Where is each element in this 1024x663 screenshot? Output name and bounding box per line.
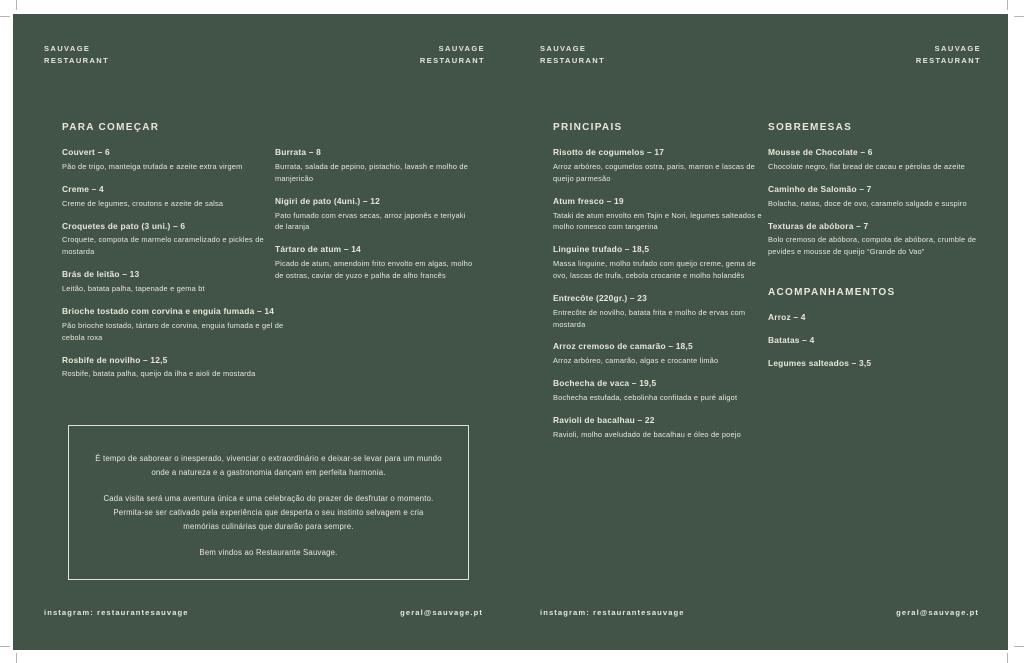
menu-item-name: Creme – 4 <box>62 183 104 194</box>
menu-item-name: Couvert – 6 <box>62 147 110 157</box>
brand-line2: RESTAURANT <box>419 55 485 65</box>
menu-item-name: Mousse de Chocolate – 6 <box>768 147 873 157</box>
crop-mark <box>0 16 10 17</box>
menu-item-name: Brás de leitão – 13 <box>62 269 140 280</box>
menu-item <box>553 244 771 282</box>
menu-item <box>275 147 475 185</box>
section-heading-para-comecar: PARA COMEÇAR <box>62 122 160 133</box>
section-heading-sobremesas: SOBREMESAS <box>768 122 853 133</box>
menu-item-name: Rosbife de novilho – 12,5 <box>62 354 168 365</box>
crop-mark <box>1007 0 1008 10</box>
menu-item-name: Caminho de Salomão – 7 <box>768 183 872 194</box>
brand-line1: SAUVAGE <box>934 44 981 53</box>
crop-mark <box>0 646 10 647</box>
brand-line1: SAUVAGE <box>540 44 587 53</box>
menu-item-name: Linguine trufado – 18,5 <box>553 244 650 255</box>
brand-line2: RESTAURANT <box>44 55 110 65</box>
menu-item-name: Bochecha de vaca – 19,5 <box>553 378 657 389</box>
section-heading-principais: PRINCIPAIS <box>553 122 623 133</box>
crop-mark <box>1014 16 1024 17</box>
menu-item-name: Arroz – 4 <box>768 312 806 322</box>
contact-email: geral@sauvage.pt <box>400 608 483 617</box>
welcome-paragraph: Bem vindos ao Restaurante Sauvage. <box>199 548 338 558</box>
starters-column-1 <box>62 147 284 391</box>
menu-item <box>62 147 284 173</box>
menu-item-name: Texturas de abóbora – 7 <box>768 220 869 231</box>
menu-item <box>768 184 983 210</box>
brand-line1: SAUVAGE <box>44 44 91 53</box>
menu-item-desc: Bolo cremoso de abóbora, compota de abóbora, crumble de pevides e mousse de queijo “Grande do Vao” <box>768 235 977 257</box>
menu-item <box>275 196 475 234</box>
menu-item-desc: Ravioli, molho aveludado de bacalhau e óleo de poejo <box>553 429 741 439</box>
brand-logo <box>44 43 109 66</box>
menu-item <box>768 147 983 173</box>
menu-item <box>62 269 284 295</box>
starters-column-2 <box>275 147 475 293</box>
menu-item-desc: Creme de legumes, croutons e azeite de salsa <box>62 198 224 208</box>
crop-mark <box>1014 646 1024 647</box>
sides-column <box>768 312 983 381</box>
instagram-handle: instagram: restaurantesauvage <box>44 608 189 617</box>
instagram-handle: instagram: restaurantesauvage <box>540 608 685 617</box>
menu-item-desc: Rosbife, batata palha, queijo da ilha e aioli de mostarda <box>62 369 256 379</box>
menu-item-name: Burrata – 8 <box>275 147 321 157</box>
welcome-text-box <box>68 425 469 580</box>
brand-logo <box>420 43 485 66</box>
section-heading-acompanhamentos: ACOMPANHAMENTOS <box>768 287 896 298</box>
menu-item-desc: Pão brioche tostado, tártaro de corvina, enguia fumada e gel de cebola roxa <box>62 320 284 342</box>
menu-item <box>553 341 771 367</box>
menu-item-desc: Picado de atum, amendoim frito envolto em algas, molho de ostras, caviar de yuzo e palha de alho francês <box>275 259 473 280</box>
menu-item-name: Risotto de cogumelos – 17 <box>553 147 665 157</box>
crop-mark <box>1007 653 1008 663</box>
crop-mark <box>16 653 17 663</box>
welcome-paragraph: Cada visita será uma aventura única e uma celebração do prazer de desfrutar o momento. Permita-se ser cativado pela experiência que desperta o seu instinto selvagem e cria memórias culinárias que durarão para sempre. <box>103 494 434 531</box>
menu-item-desc: Leitão, batata palha, tapenade e gema bt <box>62 284 205 294</box>
menu-item-desc: Arroz arbóreo, camarão, algas e crocante limão <box>553 356 719 366</box>
menu-item-desc: Pato fumado com ervas secas, arroz japonês e teriyaki de laranja <box>275 210 466 232</box>
menu-item-name: Ravioli de bacalhau – 22 <box>553 414 655 425</box>
menu-item-desc: Pão de trigo, manteiga trufada e azeite extra virgem <box>62 161 243 171</box>
menu-item <box>553 147 771 185</box>
mains-column <box>553 147 771 452</box>
menu-item <box>768 221 983 259</box>
menu-item-name: Entrecôte (220gr.) – 23 <box>553 292 647 303</box>
menu-item-desc: Chocolate negro, flat bread de cacau e pérolas de azeite <box>768 161 965 171</box>
menu-item-desc: Croquete, compota de marmelo caramelizado e pickles de mostarda <box>62 235 264 257</box>
menu-item <box>553 196 771 234</box>
contact-email: geral@sauvage.pt <box>896 608 979 617</box>
brand-logo <box>540 43 605 66</box>
menu-item-name: Batatas – 4 <box>768 335 815 345</box>
desserts-column <box>768 147 983 269</box>
brand-line2: RESTAURANT <box>915 55 981 65</box>
menu-item-desc: Bolacha, natas, doce de ovo, caramelo salgado e suspiro <box>768 198 967 208</box>
menu-item <box>62 306 284 344</box>
menu-item <box>553 293 771 331</box>
menu-item <box>275 244 475 282</box>
menu-item-name: Tártaro de atum – 14 <box>275 244 361 255</box>
menu-item-name: Brioche tostado com corvina e enguia fumada – 14 <box>62 305 275 316</box>
brand-line1: SAUVAGE <box>438 44 485 53</box>
menu-item-name: Nigiri de pato (4uni.) – 12 <box>275 195 380 206</box>
menu-item <box>62 184 284 210</box>
menu-item-desc: Burrata, salada de pepino, pistachio, lavash e molho de manjericão <box>275 161 469 183</box>
menu-sheet <box>13 14 1008 650</box>
menu-item-name: Croquetes de pato (3 uni.) – 6 <box>62 220 186 231</box>
menu-item-desc: Tataki de atum envolto em Tajin e Nori, legumes salteados e molho romesco com tangerina <box>553 210 762 232</box>
brand-logo <box>916 43 981 66</box>
menu-item <box>553 378 771 404</box>
menu-item-desc: Entrecôte de novilho, batata frita e molho de ervas com mostarda <box>553 307 746 329</box>
menu-item-desc: Bochecha estufada, cebolinha confitada e puré aligot <box>553 393 738 403</box>
menu-item <box>62 221 284 259</box>
menu-item-desc: Arroz arbóreo, cogumelos ostra, paris, marron e lascas de queijo parmesão <box>553 161 755 183</box>
menu-item-name: Legumes salteados – 3,5 <box>768 358 872 368</box>
crop-mark <box>16 0 17 10</box>
menu-item <box>62 355 284 381</box>
menu-item <box>553 415 771 441</box>
welcome-paragraph: É tempo de saborear o inesperado, vivenciar o extraordinário e deixar-se levar para um mundo onde a natureza e a gastronomia dançam em perfeita harmonia. <box>95 454 442 477</box>
menu-item-name: Arroz cremoso de camarão – 18,5 <box>553 341 693 352</box>
menu-item-name: Atum fresco – 19 <box>553 195 624 206</box>
brand-line2: RESTAURANT <box>540 55 606 65</box>
menu-item-desc: Massa linguine, molho trufado com queijo creme, gema de ovo, lascas de trufa, cebola crocante e molho holandês <box>553 259 756 280</box>
